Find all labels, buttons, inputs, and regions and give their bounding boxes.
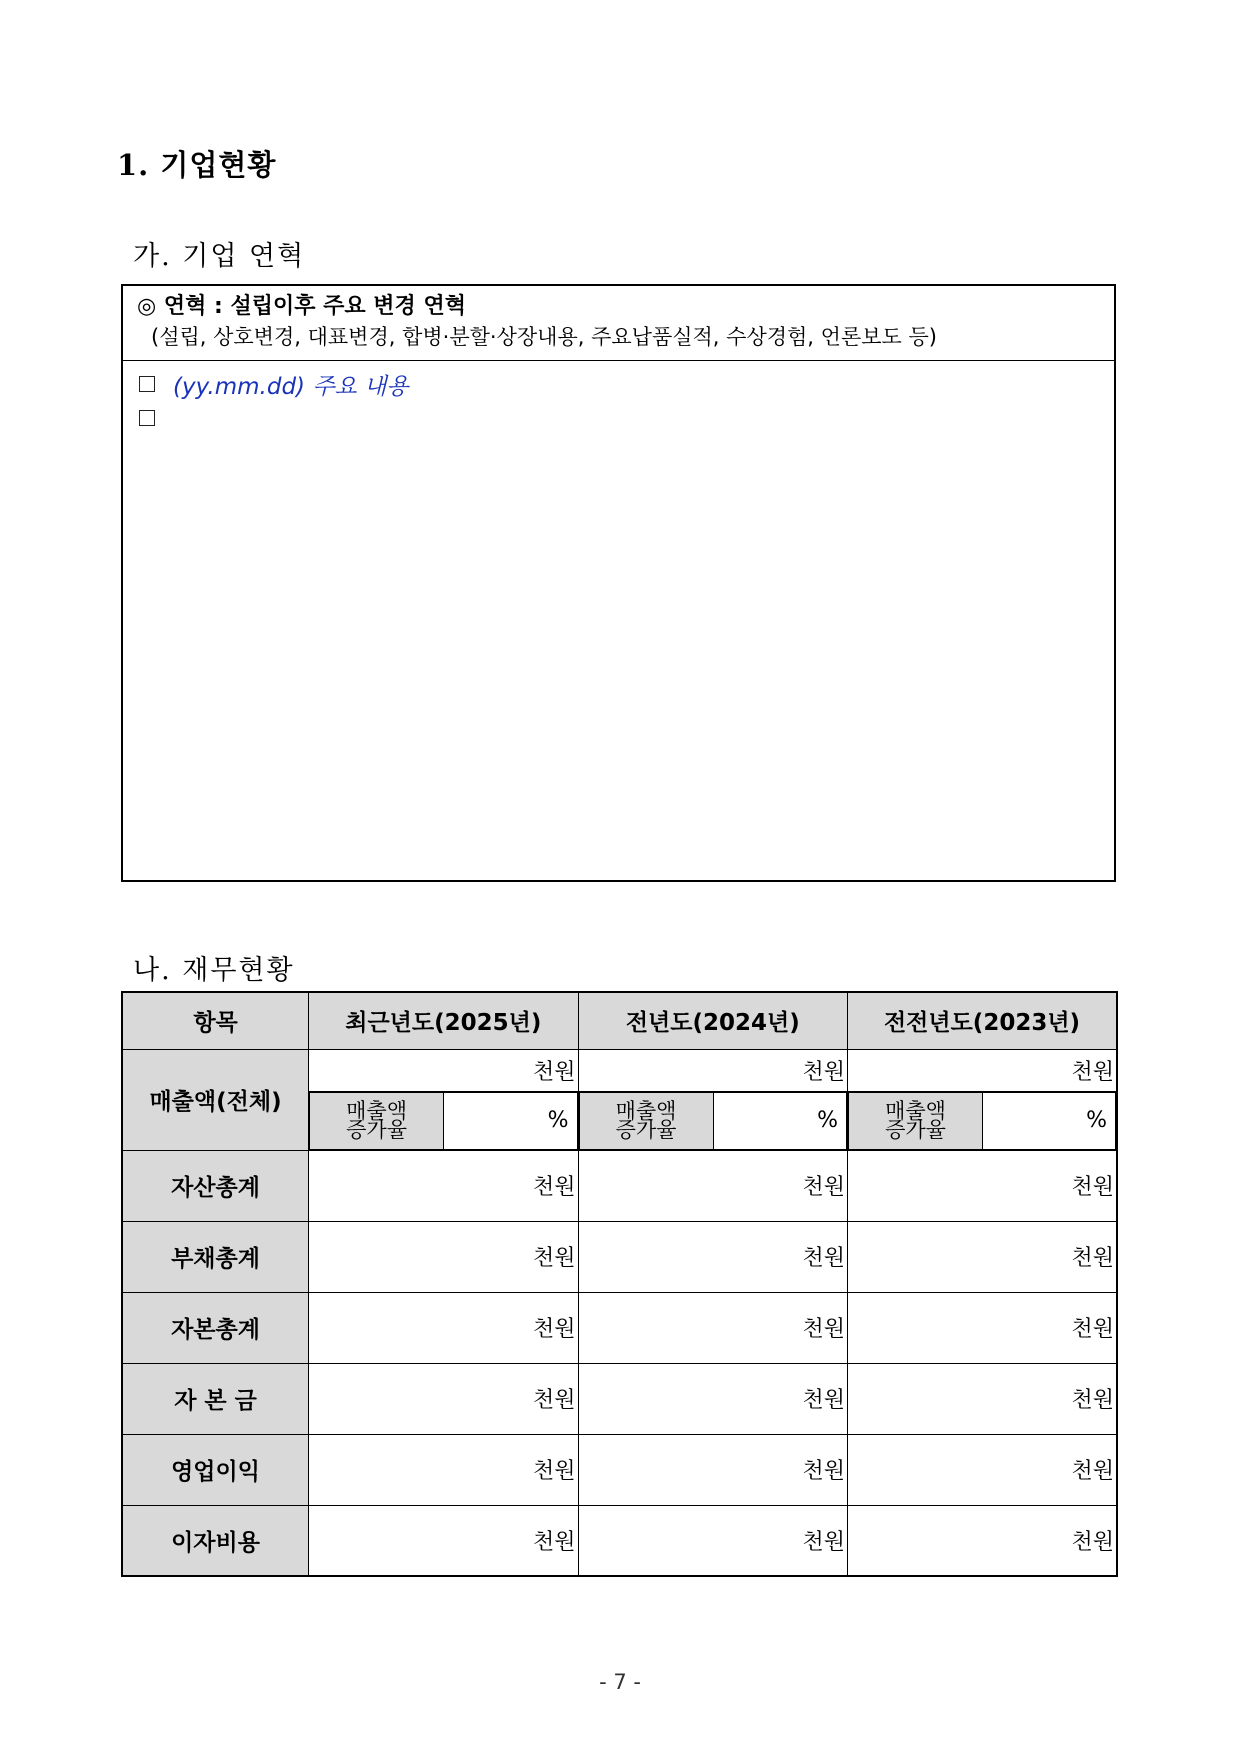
sales-row [122, 1049, 1117, 1091]
growth-label: 매출액 증가율 [579, 1092, 713, 1149]
row-value[interactable]: 천원 [309, 1434, 578, 1505]
history-entry[interactable] [139, 367, 1114, 401]
checkbox-icon[interactable] [139, 376, 155, 392]
history-entry[interactable] [139, 401, 1114, 435]
table-row [122, 1221, 1117, 1292]
row-label: 영업이익 [122, 1434, 309, 1505]
growth-value-2024[interactable]: % [713, 1092, 846, 1149]
history-subtitle: (설립, 상호변경, 대표변경, 합병·분할·상장내용, 주요납품실적, 수상경험, 언론보도 등) [151, 325, 937, 349]
sales-value-2024[interactable]: 천원 [578, 1049, 847, 1091]
table-row [122, 1434, 1117, 1505]
checkbox-icon[interactable] [139, 410, 155, 426]
row-value[interactable]: 천원 [309, 1292, 578, 1363]
row-value[interactable]: 천원 [848, 1292, 1117, 1363]
row-value[interactable]: 천원 [309, 1363, 578, 1434]
history-heading: 가. 기업 연혁 [133, 241, 306, 272]
section-title: 1. 기업현황 [117, 148, 277, 182]
growth-cell-2023 [848, 1091, 1117, 1150]
history-header [123, 286, 1114, 361]
sales-label: 매출액(전체) [122, 1049, 309, 1150]
row-value[interactable]: 천원 [309, 1505, 578, 1576]
history-body[interactable] [123, 361, 1114, 435]
table-row [122, 1292, 1117, 1363]
table-row [122, 1363, 1117, 1434]
row-value[interactable]: 천원 [309, 1221, 578, 1292]
row-value[interactable]: 천원 [848, 1221, 1117, 1292]
row-value[interactable]: 천원 [848, 1150, 1117, 1221]
growth-value-2025[interactable]: % [444, 1092, 577, 1149]
row-value[interactable]: 천원 [578, 1505, 847, 1576]
row-value[interactable]: 천원 [848, 1434, 1117, 1505]
row-label: 이자비용 [122, 1505, 309, 1576]
row-label: 부채총계 [122, 1221, 309, 1292]
header-item: 항목 [122, 992, 309, 1049]
page-number: - 7 - [599, 1670, 641, 1694]
growth-cell-2024 [578, 1091, 847, 1150]
row-value[interactable]: 천원 [848, 1505, 1117, 1576]
history-entry-text[interactable]: (yy.mm.dd) 주요 내용 [173, 373, 409, 400]
row-label: 자본총계 [122, 1292, 309, 1363]
history-title: ◎ 연혁 : 설립이후 주요 변경 연혁 [137, 294, 466, 319]
header-2024: 전년도(2024년) [578, 992, 847, 1049]
row-value[interactable]: 천원 [578, 1292, 847, 1363]
row-value[interactable]: 천원 [578, 1363, 847, 1434]
row-value[interactable]: 천원 [578, 1221, 847, 1292]
finance-heading: 나. 재무현황 [133, 955, 295, 986]
row-value[interactable]: 천원 [309, 1150, 578, 1221]
row-value[interactable]: 천원 [578, 1434, 847, 1505]
row-value[interactable]: 천원 [578, 1150, 847, 1221]
header-2025: 최근년도(2025년) [309, 992, 578, 1049]
table-row [122, 1505, 1117, 1576]
table-row [122, 1150, 1117, 1221]
row-value[interactable]: 천원 [848, 1363, 1117, 1434]
header-2023: 전전년도(2023년) [848, 992, 1117, 1049]
finance-table [121, 991, 1118, 1577]
sales-value-2025[interactable]: 천원 [309, 1049, 578, 1091]
row-label: 자 본 금 [122, 1363, 309, 1434]
growth-label: 매출액 증가율 [310, 1092, 444, 1149]
row-label: 자산총계 [122, 1150, 309, 1221]
growth-value-2023[interactable]: % [983, 1092, 1116, 1149]
growth-cell-2025 [309, 1091, 578, 1150]
finance-header-row [122, 992, 1117, 1049]
growth-label: 매출액 증가율 [849, 1092, 983, 1149]
sales-value-2023[interactable]: 천원 [848, 1049, 1117, 1091]
history-box [121, 284, 1116, 882]
